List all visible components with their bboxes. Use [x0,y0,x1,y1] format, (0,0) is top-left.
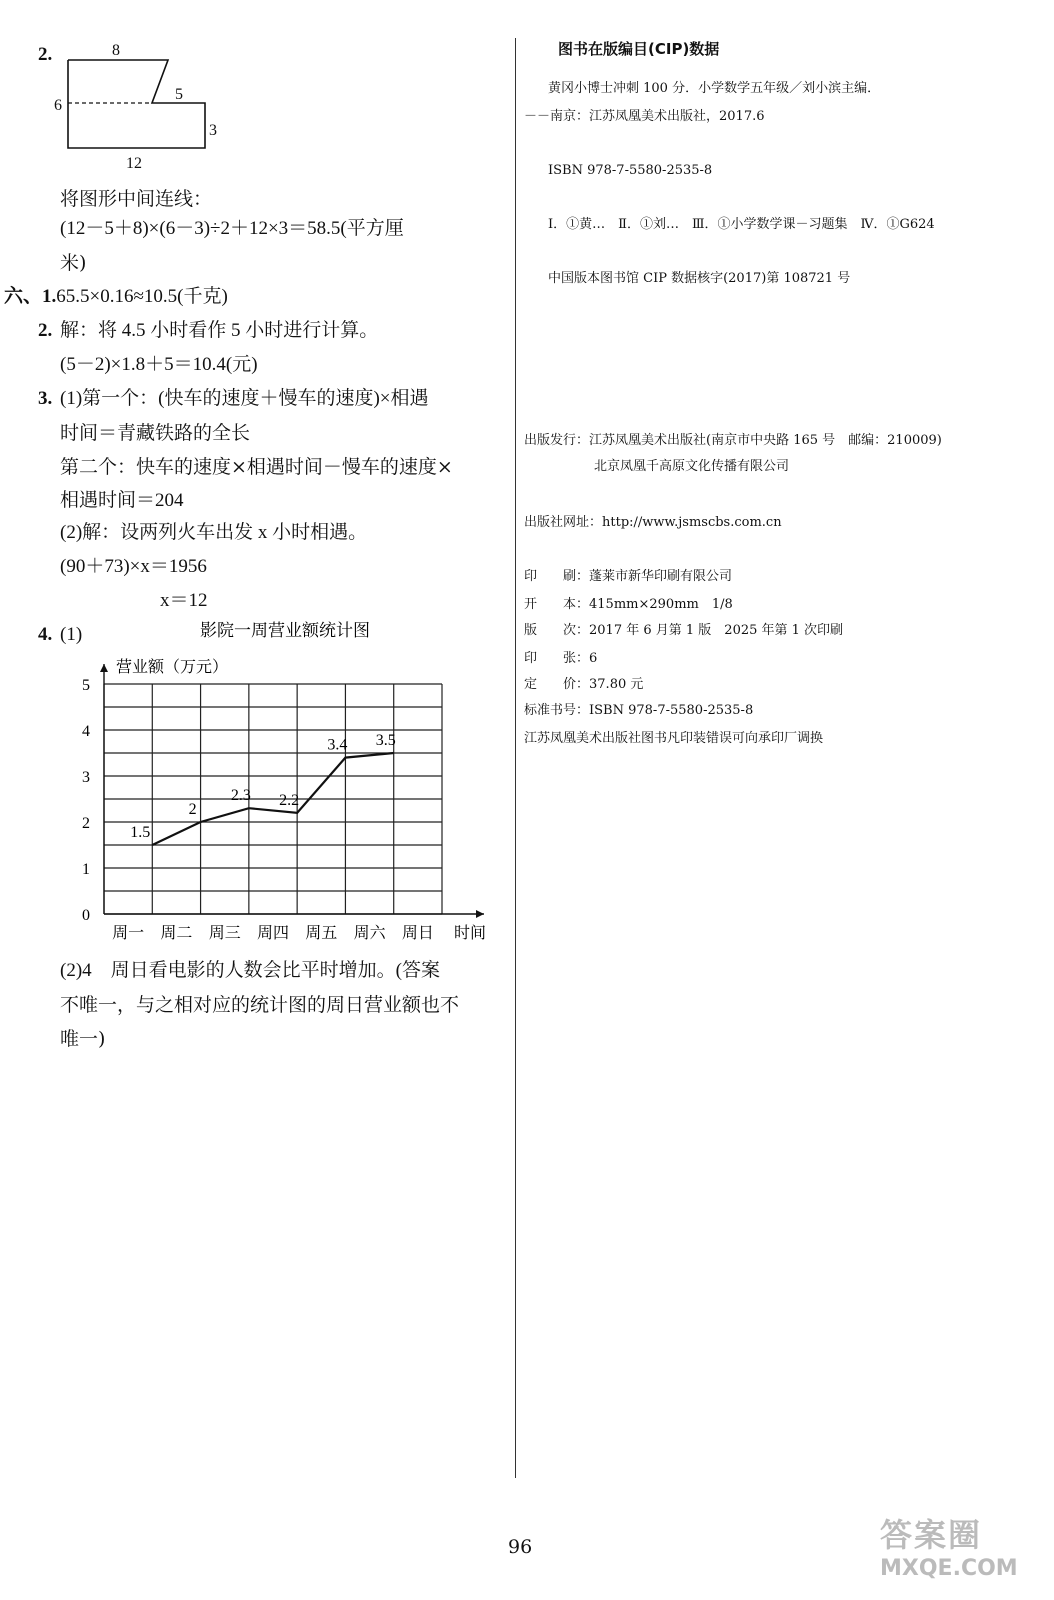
section6-q2-line-1: 解：将 4.5 小时看作 5 小时进行计算。 [60,320,379,341]
chart-title: 影院一周营业额统计图 [200,621,370,640]
section6-q4-line-2: 不唯一，与之相对应的统计图的周日营业额也不 [60,994,460,1016]
price-value: 37.80 元 [589,677,644,692]
price-label: 定 价： [524,677,590,692]
q2-line-3: 米) [60,252,87,274]
y-tick-label: 0 [82,907,90,924]
figure-label-top: 8 [112,42,120,59]
page-number: 96 [508,1536,533,1558]
data-label: 2 [188,801,197,818]
y-tick-label: 4 [82,723,90,740]
x-axis-arrow [476,910,484,918]
section6-q4-line-1: (2)4 周日看电影的人数会比平时增加。(答案 [60,960,440,981]
section6-q3-line-7: x＝12 [160,590,208,611]
question-2-number: 2. [38,44,53,65]
price-row [524,676,643,694]
y-tick-label: 3 [82,769,90,786]
watermark-top: 答案圈 [880,1516,983,1554]
x-tick-label: 周二 [160,925,193,942]
sheets-value: 6 [589,651,598,666]
section6-q3-line-4: 相遇时间＝204 [60,490,184,511]
printer-row [524,568,732,586]
rectangle-figure [50,40,230,175]
x-tick-label: 周日 [401,925,434,942]
cip-line-2: －－南京：江苏凤凰美术出版社，2017.6 [524,109,765,124]
cip-isbn: ISBN 978-7-5580-2535-8 [548,163,713,178]
data-label: 2.2 [279,791,300,809]
printer-label: 印 刷： [524,569,590,584]
section6-q3-line-1: (1)第一个：(快车的速度＋慢车的速度)×相遇 [60,388,429,409]
watermark-logo [880,1510,1040,1590]
watermark-bottom: MXQE.COM [880,1556,1018,1581]
edition-value: 2017 年 6 月第 1 版 2025 年第 1 次印刷 [589,623,844,638]
section6-q3-line-6: (90＋73)×x＝1956 [60,556,207,577]
section6-q4-number: 4. [38,624,53,645]
printing-notice: 江苏凤凰美术出版社图书凡印装错误可向承印厂调换 [524,731,824,746]
format-value: 415mm×290mm 1/8 [589,597,733,612]
isbn-row [524,702,753,720]
section6-q3-line-5: (2)解：设两列火车出发 x 小时相遇。 [60,522,368,543]
section6-q2-line-2: (5－2)×1.8＋5＝10.4(元) [60,354,258,375]
data-label: 2.3 [230,787,251,805]
publisher-line: 出版发行：江苏凤凰美术出版社(南京市中央路 165 号 邮编：210009) [524,433,942,448]
x-tick-label: 周三 [208,925,241,942]
data-label: 3.4 [327,736,348,754]
publisher-line-2: 北京凤凰千高原文化传播有限公司 [594,459,790,474]
section6-q4-line-3: 唯一) [60,1028,106,1050]
section6-q2-number: 2. [38,320,53,341]
cip-line-1: 黄冈小博士冲刺 100 分．小学数学五年级／刘小滨主编． [548,81,881,96]
q2-line-2: (12－5＋8)×(6－3)÷2＋12×3＝58.5(平方厘 [60,218,404,239]
x-tick-label: 周四 [256,925,290,942]
figure-label-left: 6 [54,97,62,114]
section6-q1-text: 65.5×0.16≈10.5(千克) [56,286,228,307]
y-tick-label: 2 [82,815,90,832]
x-tick-label: 周一 [112,925,145,942]
format-label: 开 本： [524,597,590,612]
figure-outline [68,60,205,148]
format-row [524,596,733,614]
data-label: 1.5 [130,824,151,841]
y-tick-label: 1 [82,861,90,878]
figure-label-right: 3 [209,122,217,139]
y-axis-arrow [100,664,108,672]
edition-label: 版 次： [524,623,590,638]
q2-line-1: 将图形中间连线： [60,188,213,210]
y-tick-label: 5 [82,677,90,694]
x-tick-label: 周六 [353,925,386,942]
section6-q4-part1: (1) [60,624,83,645]
figure-label-bottom: 12 [126,155,142,172]
data-label: 3.5 [375,732,396,749]
figure-label-inner: 5 [175,86,183,103]
cip-number: 中国版本图书馆 CIP 数据核字(2017)第 108721 号 [548,271,851,286]
sheets-label: 印 张： [524,651,590,666]
printer-value: 蓬莱市新华印刷有限公司 [589,569,733,584]
cip-classification: Ⅰ．①黄… Ⅱ．①刘… Ⅲ．①小学数学课－习题集 Ⅳ．①G624 [548,217,935,232]
isbn-label: 标准书号： [524,703,590,718]
x-tick-label: 周五 [305,925,338,942]
cip-title: 图书在版编目(CIP)数据 [558,40,720,58]
isbn-value: ISBN 978-7-5580-2535-8 [589,703,754,718]
section6-q3-number: 3. [38,388,53,409]
section6-q3-line-3: 第二个：快车的速度×相遇时间－慢车的速度× [60,456,453,478]
sheets-row [524,650,597,668]
column-divider [515,38,516,1478]
section6-q3-line-2: 时间＝青藏铁路的全长 [60,422,251,444]
edition-row [524,622,843,640]
section6-q1-prefix: 六、1. [4,286,57,307]
line-chart [80,618,500,950]
publisher-website: 出版社网址：http://www.jsmscbs.com.cn [524,515,782,530]
y-axis-label: 营业额（万元） [116,659,229,676]
section6-q1 [4,284,228,310]
x-axis-label: 时间 [453,925,487,942]
